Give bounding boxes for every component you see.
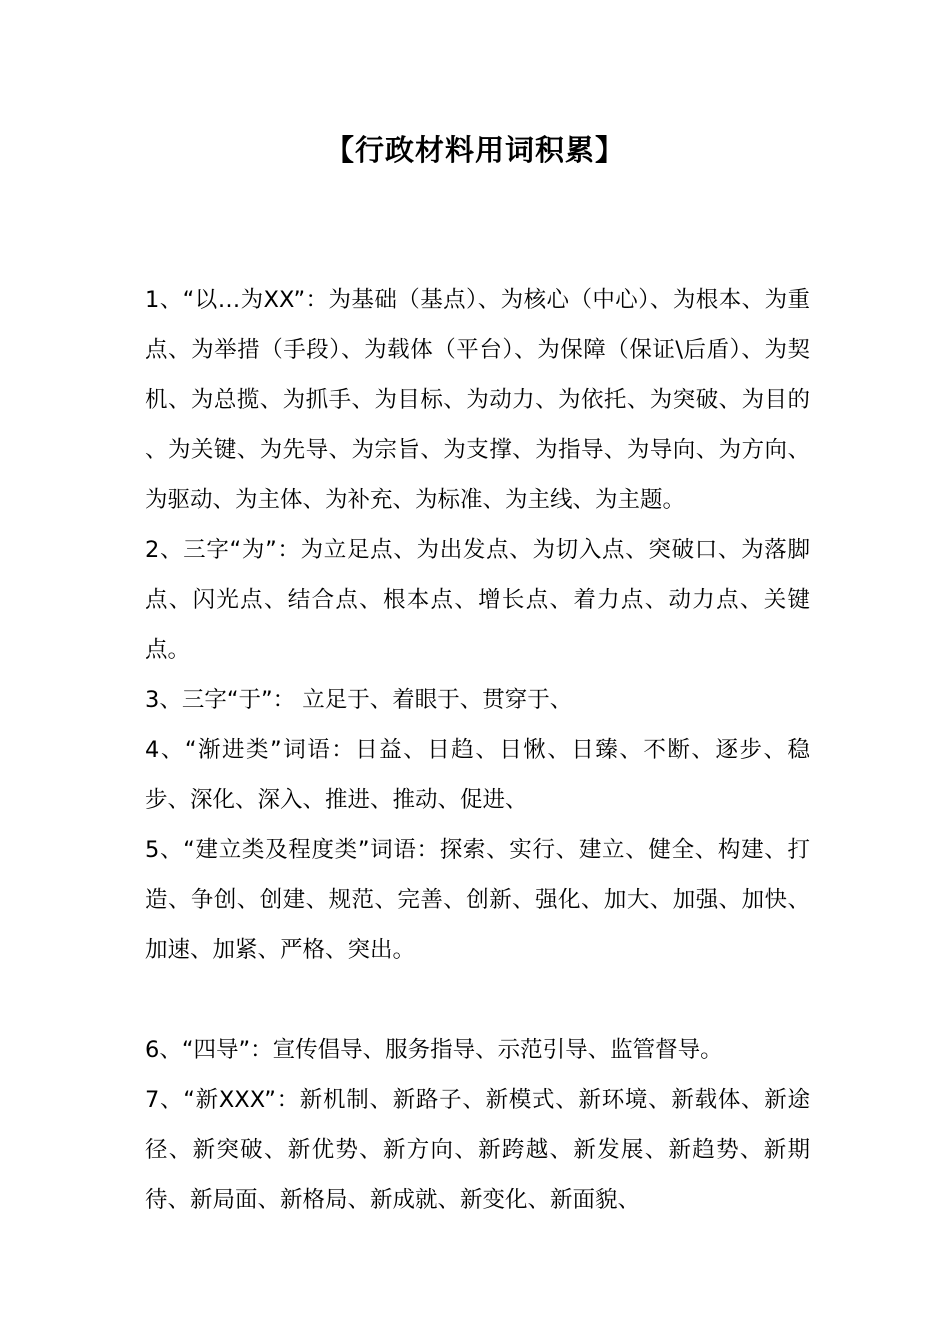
paragraph-3: 3、三字“于”： 立足于、着眼于、贯穿于、	[145, 687, 573, 713]
paragraph-1: 1、“以…为XX”：为基础（基点）、为核心（中心）、为根本、为重点、为举措（手段）、为载体（平台）、为保障（保证\后盾）、为契机、为总揽、为抓手、为目标、为动力、为依托、为突破、为目的 、为关键、为先导、为宗旨、为支撑、为指导、为导向、为方向、为驱动、为主体、为补充、为标准、为主线、为主题。	[145, 287, 810, 513]
paragraph-6: 6、“四导”：宣传倡导、服务指导、示范引导、监管督导。	[145, 1037, 723, 1063]
blank-line	[145, 975, 810, 1025]
paragraph-2: 2、三字“为”：为立足点、为出发点、为切入点、突破口、为落脚点、闪光点、结合点、根本点、增长点、着力点、动力点、关键点。	[145, 537, 810, 663]
paragraph-5: 5、“建立类及程度类”词语：探索、实行、建立、健全、构建、打造、争创、创建、规范、完善、创新、强化、加大、加强、加快、加速、加紧、严格、突出。	[145, 837, 810, 963]
document-body	[145, 275, 810, 1225]
paragraph-4: 4、“渐进类”词语：日益、日趋、日愀、日臻、不断、逐步、稳步、深化、深入、推进、推动、促进、	[145, 737, 810, 813]
document-title: 【行政材料用词积累】	[324, 133, 625, 167]
paragraph-7: 7、“新XXX”：新机制、新路子、新模式、新环境、新载体、新途径、新突破、新优势、新方向、新跨越、新发展、新趋势、新期待、新局面、新格局、新成就、新变化、新面貌、	[145, 1087, 810, 1213]
